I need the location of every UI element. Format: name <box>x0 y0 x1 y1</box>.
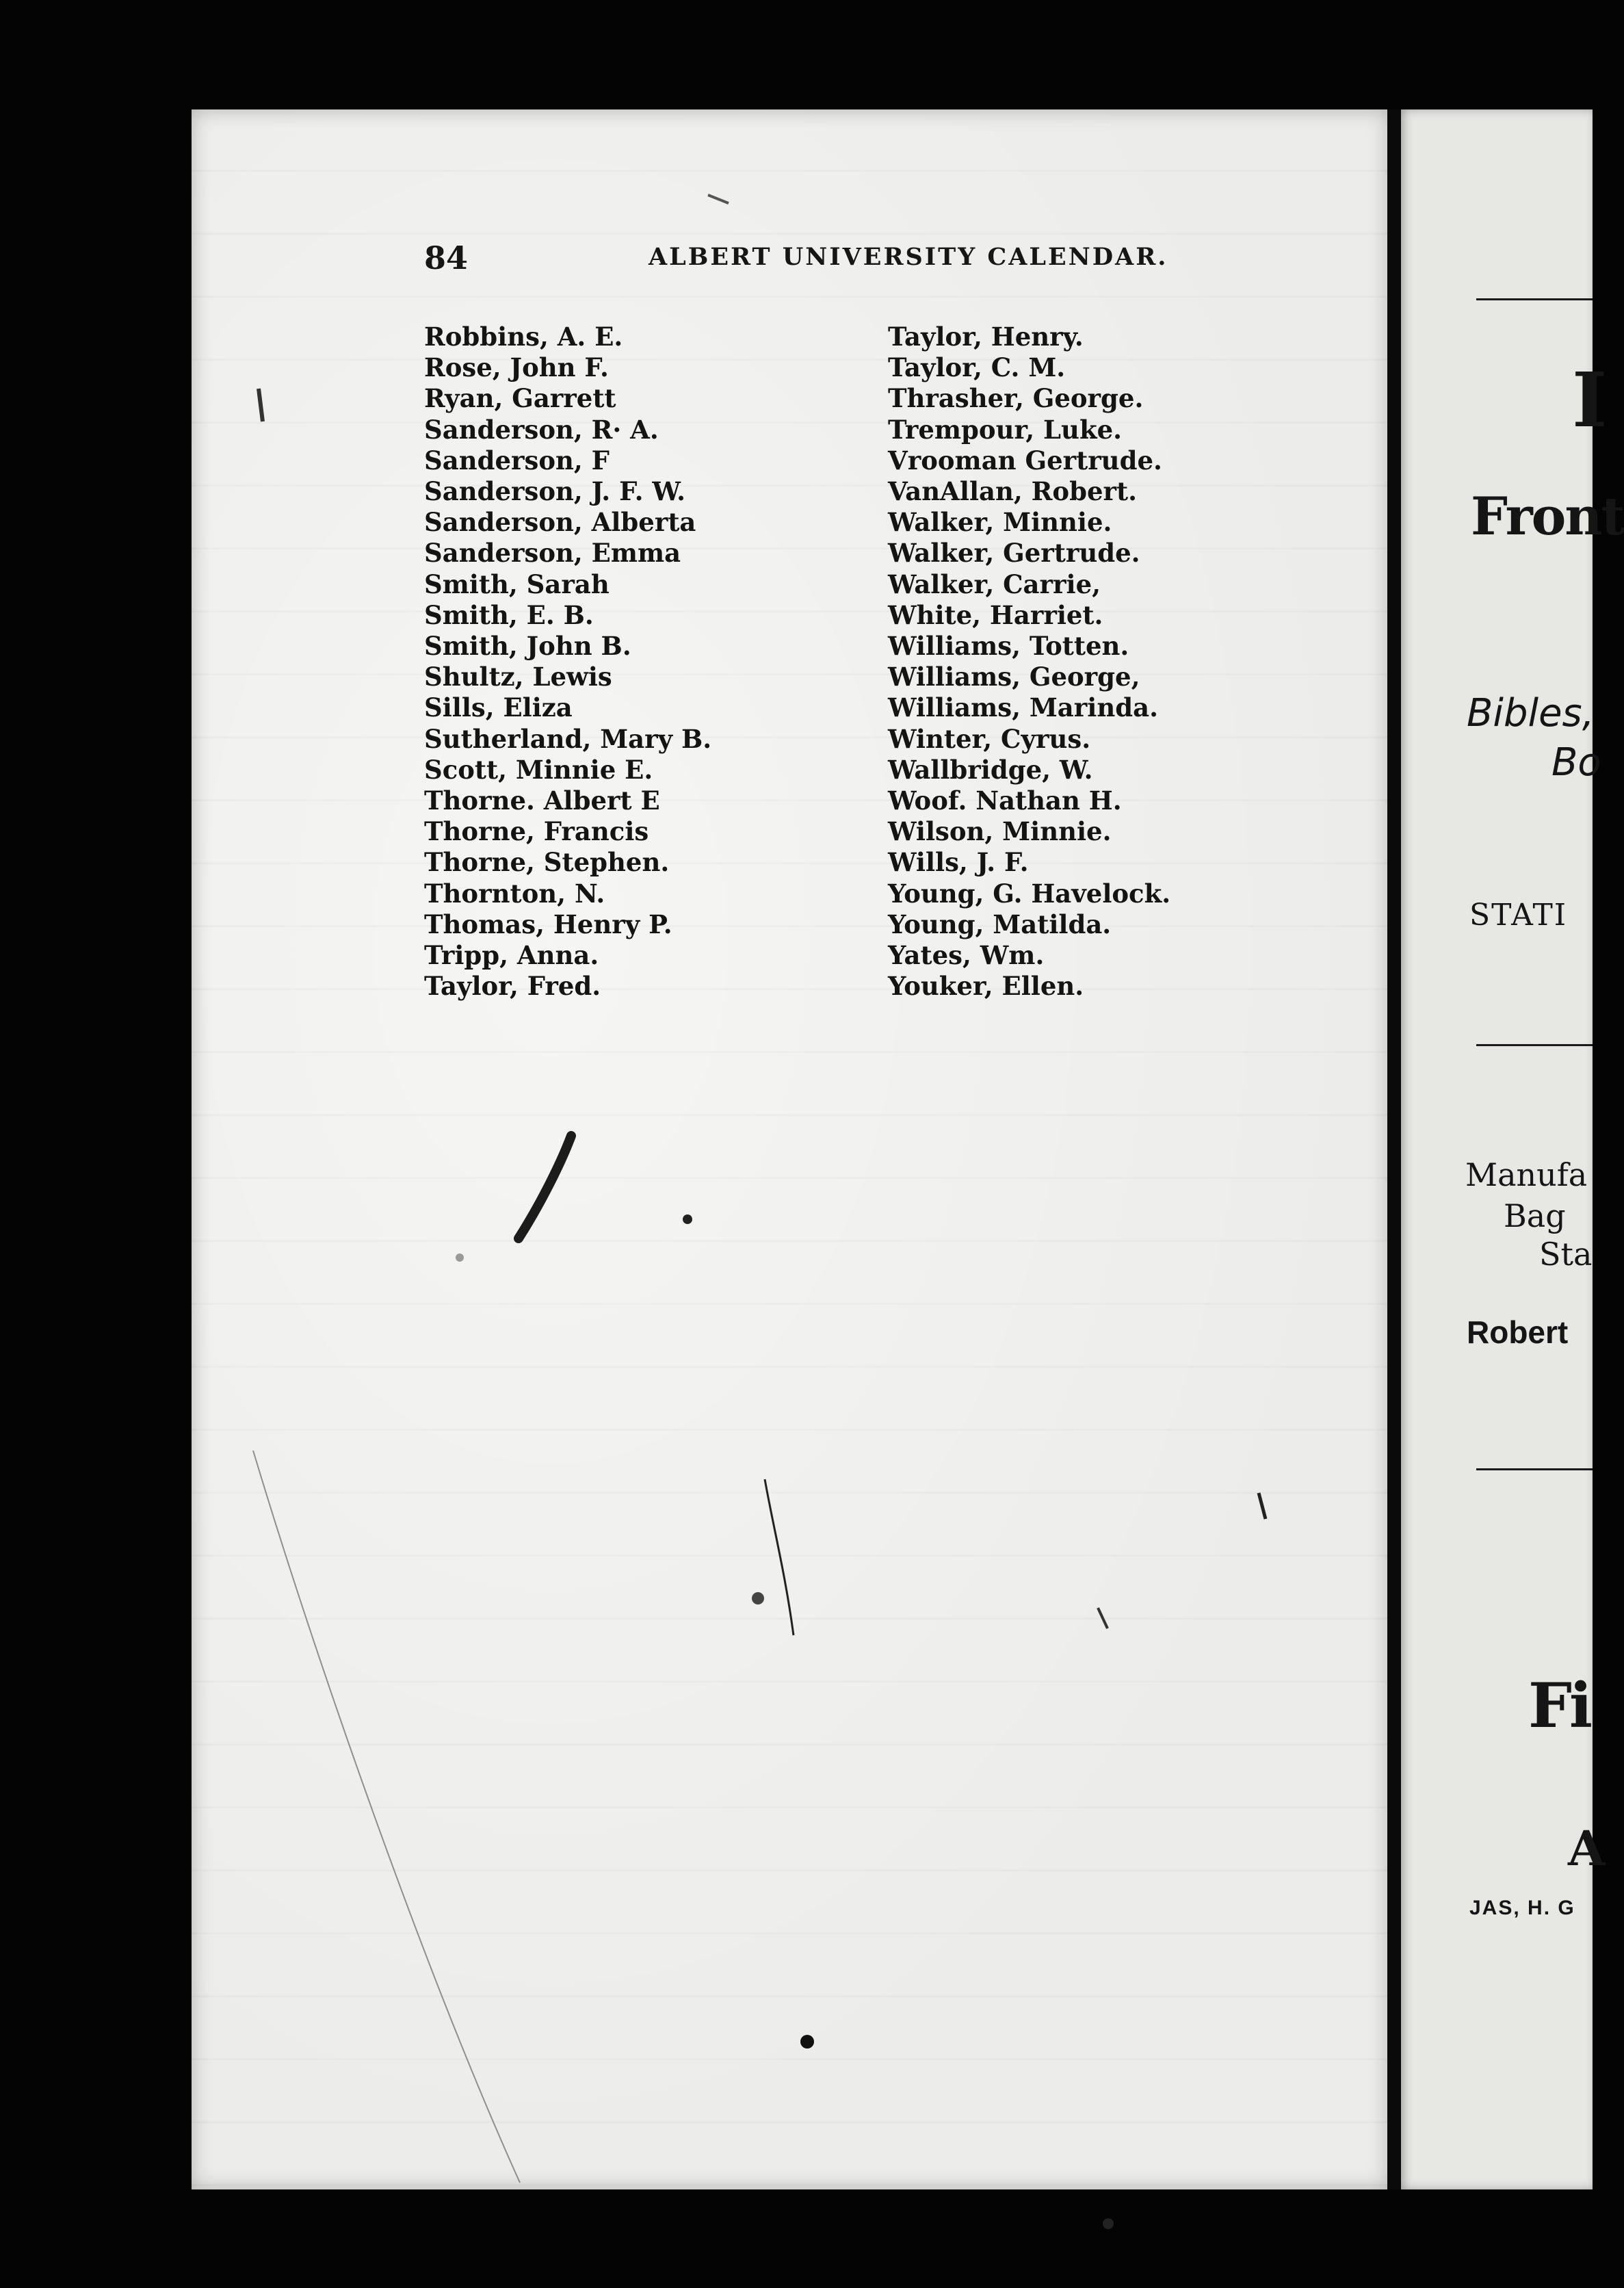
list-item: Wills, J. F. <box>888 847 1029 878</box>
advert-fi-heading: Fi <box>1528 1669 1590 1742</box>
divider-rule <box>1476 1468 1593 1470</box>
list-item: Williams, Totten. <box>888 631 1129 662</box>
list-item: Sutherland, Mary B. <box>424 723 712 754</box>
divider-rule <box>1476 1044 1593 1046</box>
list-item: Taylor, C. M. <box>888 352 1066 383</box>
list-item: Thorne. Albert E <box>424 785 660 816</box>
list-item: Scott, Minnie E. <box>424 754 653 785</box>
list-item: Sanderson, R· A. <box>424 414 659 445</box>
list-item: Sanderson, Emma <box>424 538 681 569</box>
list-item: Robbins, A. E. <box>424 322 623 352</box>
list-item: Thorne, Stephen. <box>424 847 670 878</box>
list-item: Thorne, Francis <box>424 816 649 847</box>
advert-bibles-text: Bibles, <box>1467 691 1595 736</box>
right-page <box>1401 109 1593 2189</box>
list-item: Vrooman Gertrude. <box>888 445 1162 476</box>
advert-sta-text: Sta <box>1539 1236 1593 1273</box>
list-item: VanAllan, Robert. <box>888 476 1137 507</box>
list-item: Yates, Wm. <box>888 940 1045 971</box>
list-item: Youker, Ellen. <box>888 971 1084 1002</box>
list-item: Smith, E. B. <box>424 599 594 630</box>
list-item: Thomas, Henry P. <box>424 909 672 939</box>
page-number: 84 <box>424 239 469 276</box>
list-item: Young, G. Havelock. <box>888 878 1171 909</box>
list-item: Trempour, Luke. <box>888 414 1123 445</box>
ink-dot-mark <box>1103 2218 1114 2229</box>
list-item: Ryan, Garrett <box>424 383 616 414</box>
advert-jas-text: JAS, H. G <box>1469 1897 1575 1919</box>
list-item: Smith, Sarah <box>424 569 610 599</box>
advert-heading-front: Front <box>1471 486 1624 547</box>
advert-manufa-text: Manufa <box>1465 1156 1588 1193</box>
list-item: Taylor, Fred. <box>424 971 601 1002</box>
running-head: ALBERT UNIVERSITY CALENDAR. <box>649 243 1168 271</box>
list-item: Walker, Carrie, <box>888 569 1101 599</box>
list-item: White, Harriet. <box>888 599 1103 630</box>
list-item: Walker, Gertrude. <box>888 538 1140 569</box>
divider-rule <box>1476 298 1593 300</box>
advert-block-letter: I <box>1572 356 1608 444</box>
book-gutter <box>1387 109 1402 2189</box>
left-page <box>192 109 1389 2189</box>
list-item: Walker, Minnie. <box>888 507 1112 538</box>
list-item: Sanderson, F <box>424 445 610 476</box>
name-list-left-column <box>424 322 711 1002</box>
list-item: Thornton, N. <box>424 878 605 909</box>
list-item: Sanderson, J. F. W. <box>424 476 686 507</box>
list-item: Taylor, Henry. <box>888 322 1084 352</box>
list-item: Young, Matilda. <box>888 909 1112 939</box>
list-item: Rose, John F. <box>424 352 609 383</box>
list-item: Thrasher, George. <box>888 383 1144 414</box>
list-item: Sills, Eliza <box>424 692 573 723</box>
list-item: Sanderson, Alberta <box>424 507 696 538</box>
list-item: Wilson, Minnie. <box>888 816 1112 847</box>
name-list-right-column <box>888 322 1170 1002</box>
list-item: Smith, John B. <box>424 631 631 662</box>
advert-a-heading: A <box>1568 1820 1606 1877</box>
list-item: Shultz, Lewis <box>424 662 612 692</box>
advert-stati-text: STATI <box>1469 898 1568 933</box>
list-item: Williams, George, <box>888 662 1140 692</box>
list-item: Winter, Cyrus. <box>888 723 1091 754</box>
advert-bag-text: Bag <box>1504 1197 1566 1234</box>
list-item: Woof. Nathan H. <box>888 785 1122 816</box>
list-item: Williams, Marinda. <box>888 692 1158 723</box>
advert-robert-text: Robert <box>1467 1314 1569 1350</box>
advert-bo-text: Bo <box>1551 740 1601 785</box>
list-item: Tripp, Anna. <box>424 940 599 971</box>
list-item: Wallbridge, W. <box>888 754 1093 785</box>
